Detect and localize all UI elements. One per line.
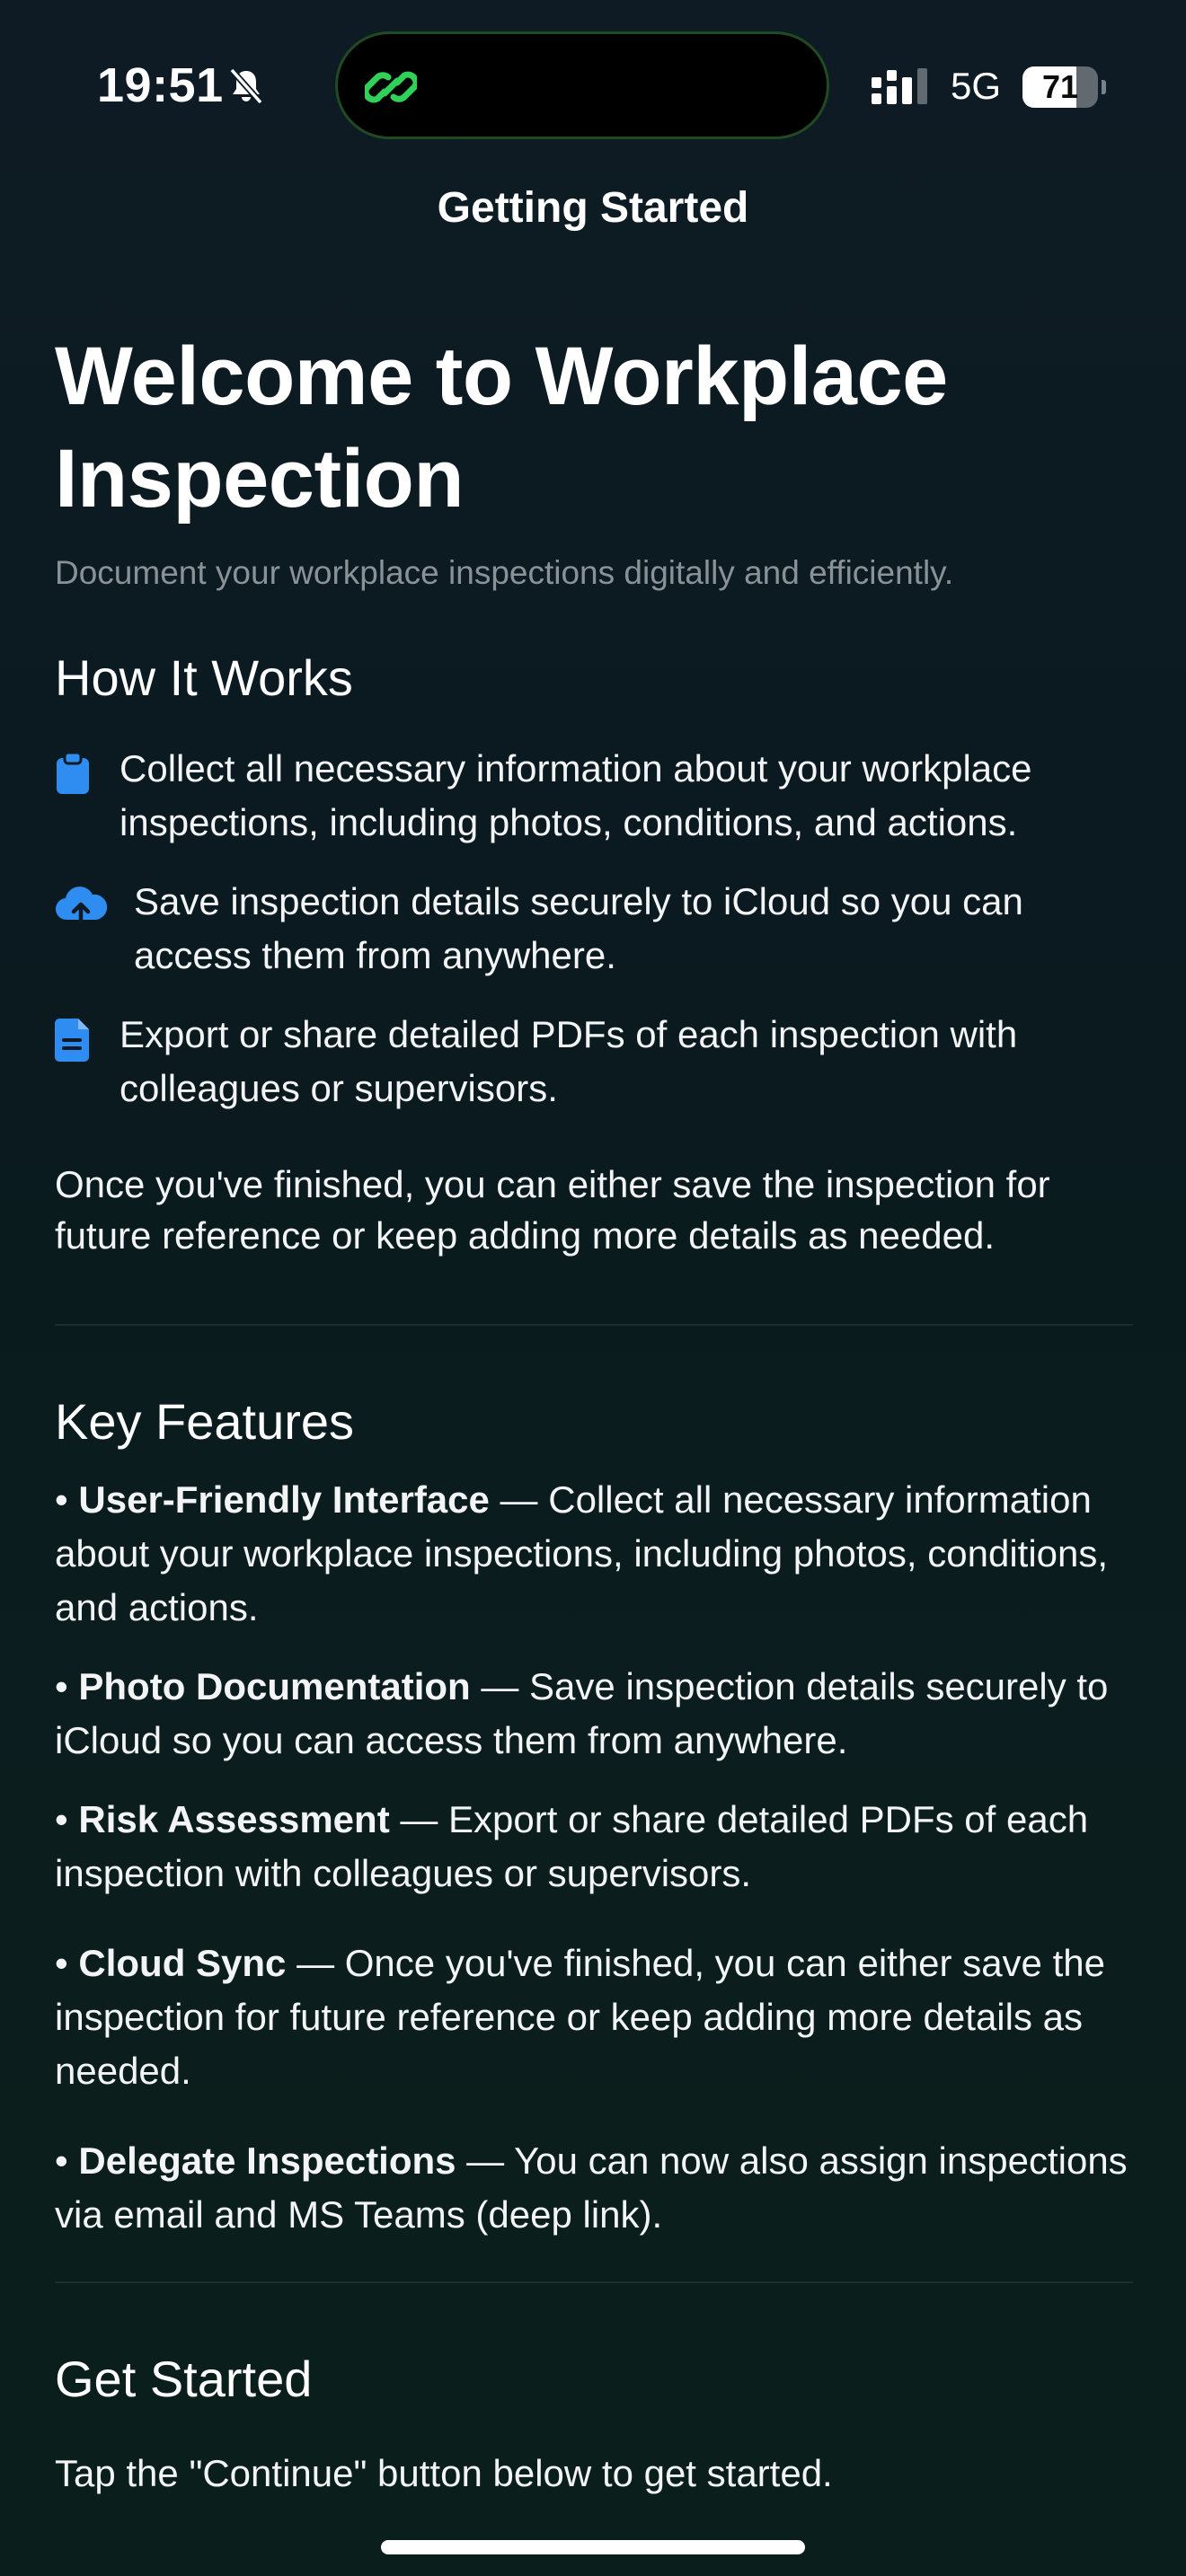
dynamic-island[interactable] xyxy=(338,34,827,137)
section-divider xyxy=(55,2281,1133,2283)
key-features-heading: Key Features xyxy=(55,1393,355,1450)
how-it-works-heading: How It Works xyxy=(55,649,353,706)
home-indicator[interactable] xyxy=(381,2540,805,2554)
step-item xyxy=(55,1008,1133,1116)
how-it-works-closing: Once you've finished, you can either save the inspection for future reference or keep adding more details as needed. xyxy=(55,1163,1050,1257)
bullet: • xyxy=(55,1942,68,1984)
feature-text: Save inspection details securely to iCloud so you can access them from anywhere. xyxy=(55,1665,1109,1761)
get-started-text: Tap the "Continue" button below to get started. xyxy=(55,2452,833,2494)
get-started-heading: Get Started xyxy=(55,2351,313,2407)
step-text: Collect all necessary information about your workplace inspections, including photos, conditions, and actions. xyxy=(119,747,1032,843)
page-subtitle: Document your workplace inspections digitally and efficiently. xyxy=(55,554,954,591)
feature-name: Risk Assessment xyxy=(78,1798,390,1840)
nav-title: Getting Started xyxy=(437,184,749,232)
bullet: • xyxy=(55,1478,68,1521)
step-item xyxy=(55,875,1133,983)
icloud-upload-icon xyxy=(55,886,107,925)
feature-text: Export or share detailed PDFs of each inspection with colleagues or supervisors. xyxy=(55,1798,1089,1894)
feature-separator: — xyxy=(286,1942,345,1984)
feature-item xyxy=(55,1793,1133,1901)
signal-bars-icon xyxy=(872,68,933,110)
bullet: • xyxy=(55,1665,68,1707)
step-item xyxy=(55,742,1133,850)
step-text: Save inspection details securely to iCloud so you can access them from anywhere. xyxy=(134,880,1023,976)
feature-separator: — xyxy=(456,2139,515,2182)
feature-text: Once you've finished, you can either save the inspection for future reference or keep adding more details as needed. xyxy=(55,1942,1105,2092)
page-title: Welcome to Workplace Inspection xyxy=(55,331,948,525)
feature-name: Delegate Inspections xyxy=(78,2139,456,2182)
feature-item xyxy=(55,1936,1133,2098)
feature-item xyxy=(55,2134,1133,2242)
main-content[interactable] xyxy=(55,325,1133,2538)
feature-separator: — xyxy=(389,1798,449,1840)
feature-text: Collect all necessary information about your workplace inspections, including photos, conditions, and actions. xyxy=(55,1478,1109,1628)
feature-separator: — xyxy=(470,1665,530,1707)
status-bar xyxy=(0,0,1186,171)
feature-text: You can now also assign inspections via email and MS Teams (deep link). xyxy=(55,2139,1128,2236)
feature-name: Cloud Sync xyxy=(78,1942,287,1984)
feature-separator: — xyxy=(489,1478,549,1521)
status-time: 19:51 xyxy=(97,58,224,112)
feature-item xyxy=(55,1473,1133,1635)
step-text: Export or share detailed PDFs of each inspection with colleagues or supervisors. xyxy=(119,1013,1018,1109)
feature-name: Photo Documentation xyxy=(78,1665,471,1707)
battery-level: 71 xyxy=(1041,68,1079,105)
battery-icon xyxy=(1022,66,1105,108)
clipboard-icon xyxy=(55,753,91,796)
section-divider xyxy=(55,1324,1133,1326)
document-icon xyxy=(55,1019,91,1062)
bullet: • xyxy=(55,1798,68,1840)
how-it-works-steps xyxy=(55,742,1133,1116)
key-features-list xyxy=(55,1473,1133,2242)
bullet: • xyxy=(55,2139,68,2182)
activity-rings-icon xyxy=(365,61,417,113)
feature-item xyxy=(55,1660,1133,1768)
bell-slash-icon xyxy=(226,66,266,106)
network-type: 5G xyxy=(951,65,1002,107)
feature-name: User-Friendly Interface xyxy=(78,1478,490,1521)
